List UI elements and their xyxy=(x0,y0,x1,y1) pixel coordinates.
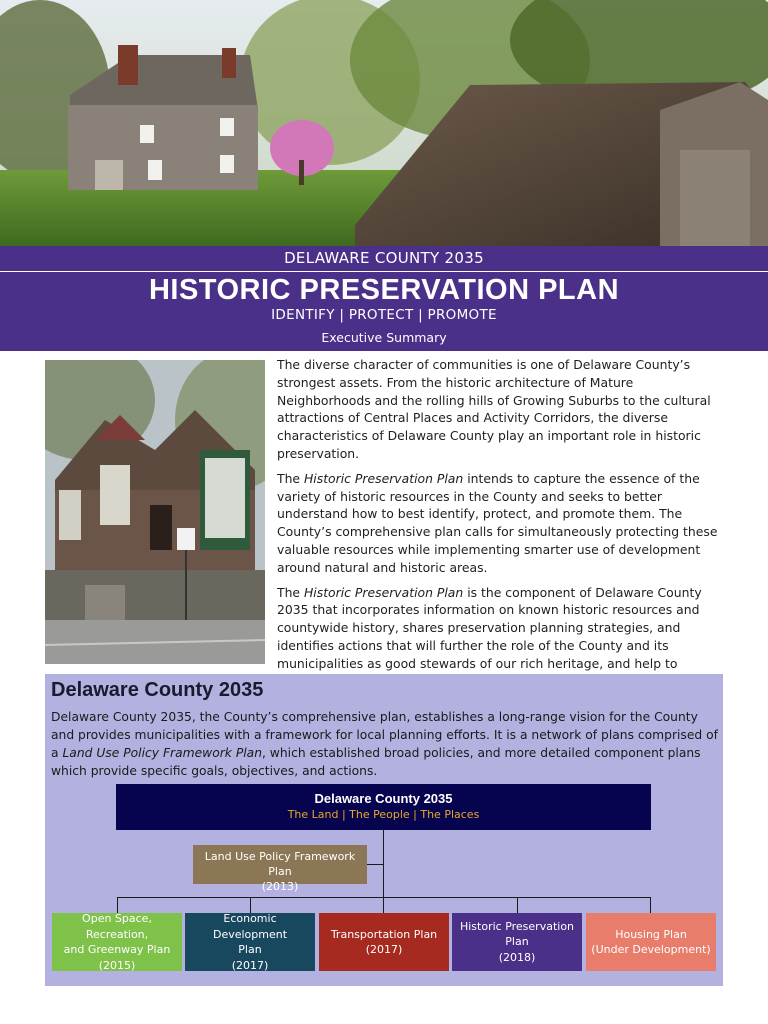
plan-line-2: and Greenway Plan xyxy=(63,943,171,956)
plan-box-economic-development xyxy=(185,913,315,971)
intro-paragraph-3-plan-name: Historic Preservation Plan xyxy=(303,584,464,600)
intro-paragraph-2 xyxy=(277,470,723,577)
intro-paragraph-1 xyxy=(277,356,723,463)
banner-divider xyxy=(0,271,768,272)
intro-photo xyxy=(45,360,265,664)
framework-plan-title: Land Use Policy Framework Plan xyxy=(204,850,356,878)
connector-drop-4 xyxy=(517,897,518,913)
chart-top-subtitle: The Land | The People | The Places xyxy=(287,808,480,821)
intro-text xyxy=(277,356,723,697)
plan-line-1: Open Space, Recreation, xyxy=(82,912,152,941)
county-label: DELAWARE COUNTY 2035 xyxy=(284,249,484,267)
executive-summary-label: Executive Summary xyxy=(321,330,447,345)
hero-photo xyxy=(0,0,768,246)
intro-paragraph-2-text: intends to capture the essence of the variety of historic resources in the County and seeks to better understand how to best identify, protect, and promote them. The County’s comprehensive plan calls for simultaneously protecting these valuable resources while implementing smarter use of development around natural and historic areas. xyxy=(277,470,718,575)
dc2035-description-lead: Delaware County 2035, the County’s comprehensive plan, establishes a long-range vision for the County and provides municipalities with a framework for local planning efforts. It is a network of plans comprised of a xyxy=(51,710,718,760)
plan-box-open-space xyxy=(52,913,182,971)
plan-line-2: Plan xyxy=(505,935,529,949)
plan-line-1: Economic Development xyxy=(212,912,288,941)
dc2035-description-text: , which established broad policies, and more detailed component plans which provide specific goals, objectives, and actions. xyxy=(51,746,701,778)
intro-paragraph-3-lead: The xyxy=(277,584,304,600)
intro-paragraph-3-text: is the component of Delaware County 2035 that incorporates information on known historic resources and countywide history, shares preservation planning strategies, and identifies actions that will further the role of the County and its municipalities as good stewards of our rich heritage, and help to xyxy=(277,584,702,671)
intro-paragraph-2-lead: The xyxy=(277,470,304,486)
plan-line-1: Housing Plan xyxy=(615,927,687,941)
dc2035-description-plan-name: Land Use Policy Framework Plan xyxy=(62,746,262,760)
connector-main-vertical xyxy=(383,830,384,898)
dc2035-heading: Delaware County 2035 xyxy=(51,679,264,701)
plan-line-2: (Under Development) xyxy=(591,943,711,956)
plan-line-3: (2017) xyxy=(231,958,269,972)
page-title: HISTORIC PRESERVATION PLAN xyxy=(148,274,620,306)
plan-line-2: Plan xyxy=(238,943,262,956)
intro-photo-illustration xyxy=(45,360,265,664)
plan-line-3: (2018) xyxy=(498,950,536,964)
plan-line-2: (2017) xyxy=(365,943,403,956)
hero-photo-illustration xyxy=(0,0,768,246)
connector-framework-horizontal xyxy=(367,864,383,865)
plan-box-transportation xyxy=(319,913,449,971)
connector-horizontal-bar xyxy=(117,897,651,898)
plan-box-historic-preservation xyxy=(452,913,582,971)
chart-top-title: Delaware County 2035 xyxy=(314,791,453,806)
plan-box-housing xyxy=(586,913,716,971)
connector-drop-5 xyxy=(650,897,651,913)
plan-line-3: (2015) xyxy=(98,958,136,972)
title-banner xyxy=(0,246,768,351)
intro-paragraph-1-text: The diverse character of communities is one of Delaware County’s strongest assets. From the historic architecture of Mature Neighborhoods and the rolling hills of Growing Suburbs to the cultural attractions of Central Places and Activity Corridors, the diverse characteristics of Delaware County play an important role in historic preservation. xyxy=(277,357,711,461)
framework-plan-year: (2013) xyxy=(261,880,299,893)
framework-plan-box xyxy=(193,845,367,893)
chart-top-box xyxy=(116,784,651,830)
intro-paragraph-2-plan-name: Historic Preservation Plan xyxy=(303,470,464,486)
plan-line-1: Transportation Plan xyxy=(330,927,438,941)
dc2035-description xyxy=(51,708,719,780)
tagline: IDENTIFY | PROTECT | PROMOTE xyxy=(271,307,497,323)
plan-line-1: Historic Preservation xyxy=(459,919,575,933)
connector-drop-3 xyxy=(383,897,384,913)
